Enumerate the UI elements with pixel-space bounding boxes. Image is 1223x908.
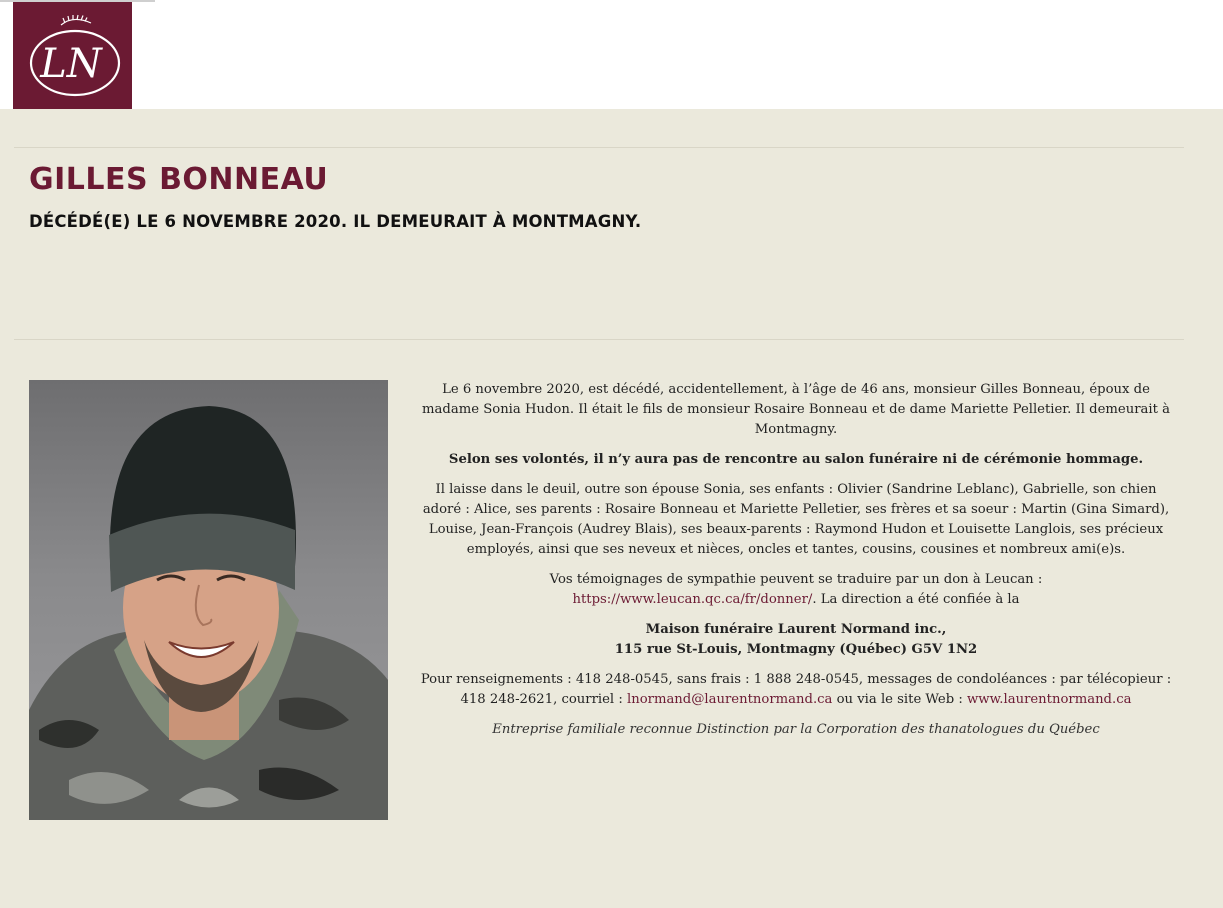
logo-text: LN	[39, 40, 102, 87]
logo-emblem-icon	[21, 11, 125, 101]
death-notice-subtitle: DÉCÉDÉ(E) LE 6 NOVEMBRE 2020. IL DEMEURAIT À MONTMAGNY.	[29, 212, 642, 231]
funeral-home-name: Maison funéraire Laurent Normand inc.,	[645, 622, 947, 637]
divider-middle	[14, 339, 1184, 340]
funeral-home-block	[418, 620, 1174, 660]
obituary-text	[418, 380, 1174, 750]
portrait-illustration	[29, 380, 388, 820]
contact-text: Pour renseignements : 418 248-0545, sans frais : 1 888 248-0545, messages de condoléances : par télécopieur : 418 248-2621, courriel :	[420, 672, 1172, 707]
leucan-donation-link[interactable]: https://www.leucan.qc.ca/fr/donner/	[572, 592, 813, 607]
donation-after-text: . La direction a été confiée à la	[812, 592, 1020, 607]
distinction-note: Entreprise familiale reconnue Distinction par la Corporation des thanatologues du Québec	[492, 722, 1100, 737]
obituary-paragraph-wishes: Selon ses volontés, il n’y aura pas de rencontre au salon funéraire ni de cérémonie hommage.	[448, 452, 1144, 467]
funeral-home-address: 115 rue St-Louis, Montmagny (Québec) G5V 1N2	[614, 642, 978, 657]
divider-top	[14, 147, 1184, 148]
contact-email-link[interactable]: lnormand@laurentnormand.ca	[626, 692, 833, 707]
portrait-photo	[29, 380, 388, 820]
obituary-paragraph-contact	[418, 670, 1174, 710]
website-link[interactable]: www.laurentnormand.ca	[967, 692, 1132, 707]
obituary-paragraph-donation	[418, 570, 1174, 610]
obituary-paragraph-family: Il laisse dans le deuil, outre son épouse Sonia, ses enfants : Olivier (Sandrine Leblanc), Gabrielle, son chien adoré : Alice, ses parents : Rosaire Bonneau et Mariette Pelletier, ses frères et sa soeur : Martin (Gina Simard), Louise, Jean-François (Audrey Blais), ses beaux-parents : Raymond Hudon et Louisette Langlois, ses précieux employés, ainsi que ses neveux et nièces, oncles et tantes, cousins, cousines et nombreux ami(e)s.	[422, 482, 1170, 557]
deceased-name: GILLES BONNEAU	[29, 162, 329, 197]
contact-mid-text: ou via le site Web :	[836, 692, 963, 707]
obituary-paragraph-intro: Le 6 novembre 2020, est décédé, accidentellement, à l’âge de 46 ans, monsieur Gilles Bonneau, époux de madame Sonia Hudon. Il était le fils de monsieur Rosaire Bonneau et de dame Mariette Pelletier. Il demeurait à Montmagny.	[422, 382, 1170, 437]
site-header	[0, 0, 1223, 109]
site-logo[interactable]	[13, 2, 132, 109]
donation-text: Vos témoignages de sympathie peuvent se traduire par un don à Leucan :	[549, 572, 1043, 587]
